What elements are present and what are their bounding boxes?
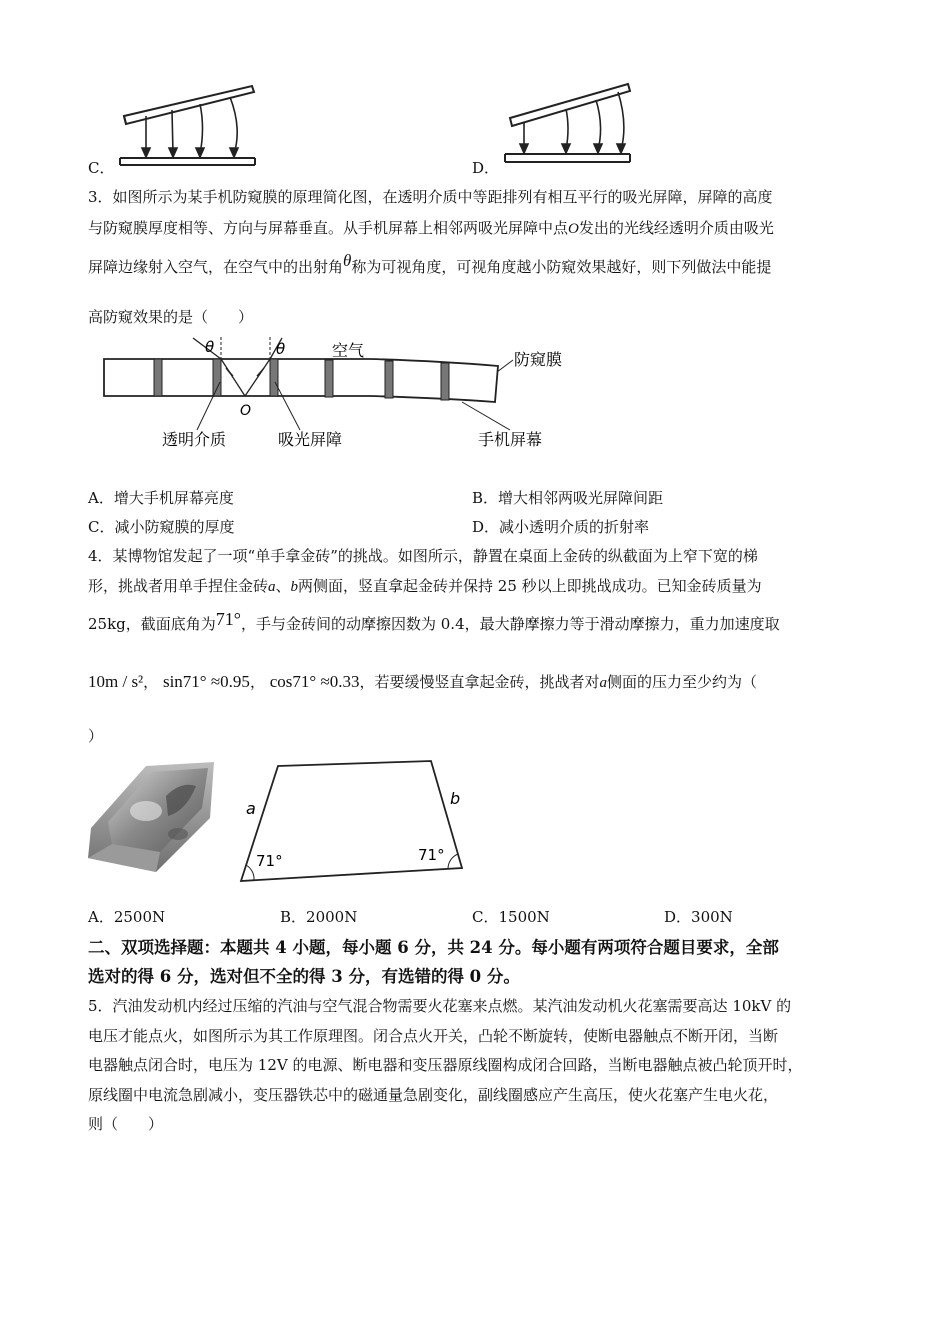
figure-option-c [110, 78, 270, 170]
q4-option-a[interactable]: A．2500N [88, 908, 166, 926]
air-label: 空气 [332, 341, 365, 360]
screen-label: 手机屏幕 [478, 430, 543, 449]
angle-71: 71° [215, 609, 241, 629]
q5-line4: 原线圈中电流急剧减小，变压器铁芯中的磁通量急剧变化，副线圈感应产生高压，使火花塞产生电火花， [88, 1086, 779, 1104]
theta-symbol: θ [343, 251, 352, 270]
theta-left-label: θ [205, 338, 215, 356]
angle-left-label: 71° [256, 852, 283, 870]
q3-option-b[interactable]: B．增大相邻两吸光屏障间距 [472, 489, 664, 507]
q3-line2: 与防窥膜厚度相等、方向与屏幕垂直。从手机屏幕上相邻两吸光屏障中点O发出的光线经透明介质由吸光 [88, 219, 774, 237]
q5-line5: 则（ ） [88, 1115, 164, 1133]
q3-line1: 3．如图所示为某手机防窥膜的原理简化图，在透明介质中等距排列有相互平行的吸光屏障，屏障的高度 [88, 188, 773, 206]
figure-c-label: C． [88, 159, 115, 177]
barrier-label: 吸光屏障 [278, 430, 343, 449]
q3-option-a[interactable]: A．增大手机屏幕亮度 [88, 489, 234, 507]
side-b-label: b [450, 789, 461, 808]
q5-line3: 电器触点闭合时，电压为 12V 的电源、断电器和变压器原线圈构成闭合回路，当断电器触点被凸轮顶开时， [88, 1056, 803, 1074]
q3-line4: 高防窥效果的是（ ） [88, 308, 254, 326]
q4-option-b[interactable]: B．2000N [280, 908, 358, 926]
q4-line5: ） [88, 727, 104, 745]
medium-label: 透明介质 [162, 430, 227, 449]
section2-heading-line1: 二、双项选择题：本题共 4 小题，每小题 6 分，共 24 分。每小题有两项符合题目要求，全部 [88, 938, 779, 957]
angle-right-label: 71° [418, 846, 445, 864]
q4-line3: 25kg，截面底角为71°，手与金砖间的动摩擦因数为 0.4，最大静摩擦力等于滑动摩擦力，重力加速度取 [88, 609, 780, 633]
q3-option-c[interactable]: C．减小防窥膜的厚度 [88, 518, 235, 536]
side-a-label: a [246, 799, 256, 818]
o-label: O [240, 403, 252, 419]
figure-option-d [500, 76, 660, 168]
q4-option-d[interactable]: D．300N [664, 908, 733, 926]
q4-line4: 10m / s²， sin71° ≈0.95， cos71° ≈0.33，若要缓慢竖直拿起金砖，挑战者对a侧面的压力至少约为（ [88, 672, 758, 691]
q3-option-d[interactable]: D．减小透明介质的折射率 [472, 518, 650, 536]
gravity-value: 10m / s² [88, 672, 144, 691]
point-o: O [568, 221, 579, 237]
sin-value: sin71° ≈0.95 [162, 672, 250, 691]
q4-line2: 形，挑战者用单手捏住金砖a、b两侧面，竖直拿起金砖并保持 25 秒以上即挑战成功。已知金砖质量为 [88, 577, 762, 595]
q3-line3: 屏障边缘射入空气，在空气中的出射角θ称为可视角度，可视角度越小防窥效果越好，则下列做法中能提 [88, 251, 772, 276]
q4-option-c[interactable]: C．1500N [472, 908, 550, 926]
figure-d-label: D． [472, 159, 500, 177]
q5-line2: 电压才能点火，如图所示为其工作原理图。闭合点火开关，凸轮不断旋转，使断电器触点不断开闭，当断 [88, 1027, 779, 1045]
gold-brick-photo [86, 756, 221, 876]
trapezoid-cross-section [236, 756, 472, 888]
cos-value: cos71° ≈0.33 [269, 672, 360, 691]
section2-heading-line2: 选对的得 6 分，选对但不全的得 3 分，有选错的得 0 分。 [88, 967, 520, 986]
film-label: 防窥膜 [514, 350, 563, 369]
privacy-film-diagram [100, 332, 590, 457]
theta-right-label: θ [276, 340, 286, 358]
q4-line1: 4．某博物馆发起了一项“单手拿金砖”的挑战。如图所示，静置在桌面上金砖的纵截面为上窄下宽的梯 [88, 547, 758, 565]
q5-line1: 5．汽油发动机内经过压缩的汽油与空气混合物需要火花塞来点燃。某汽油发动机火花塞需要高达 10kV 的 [88, 997, 792, 1015]
